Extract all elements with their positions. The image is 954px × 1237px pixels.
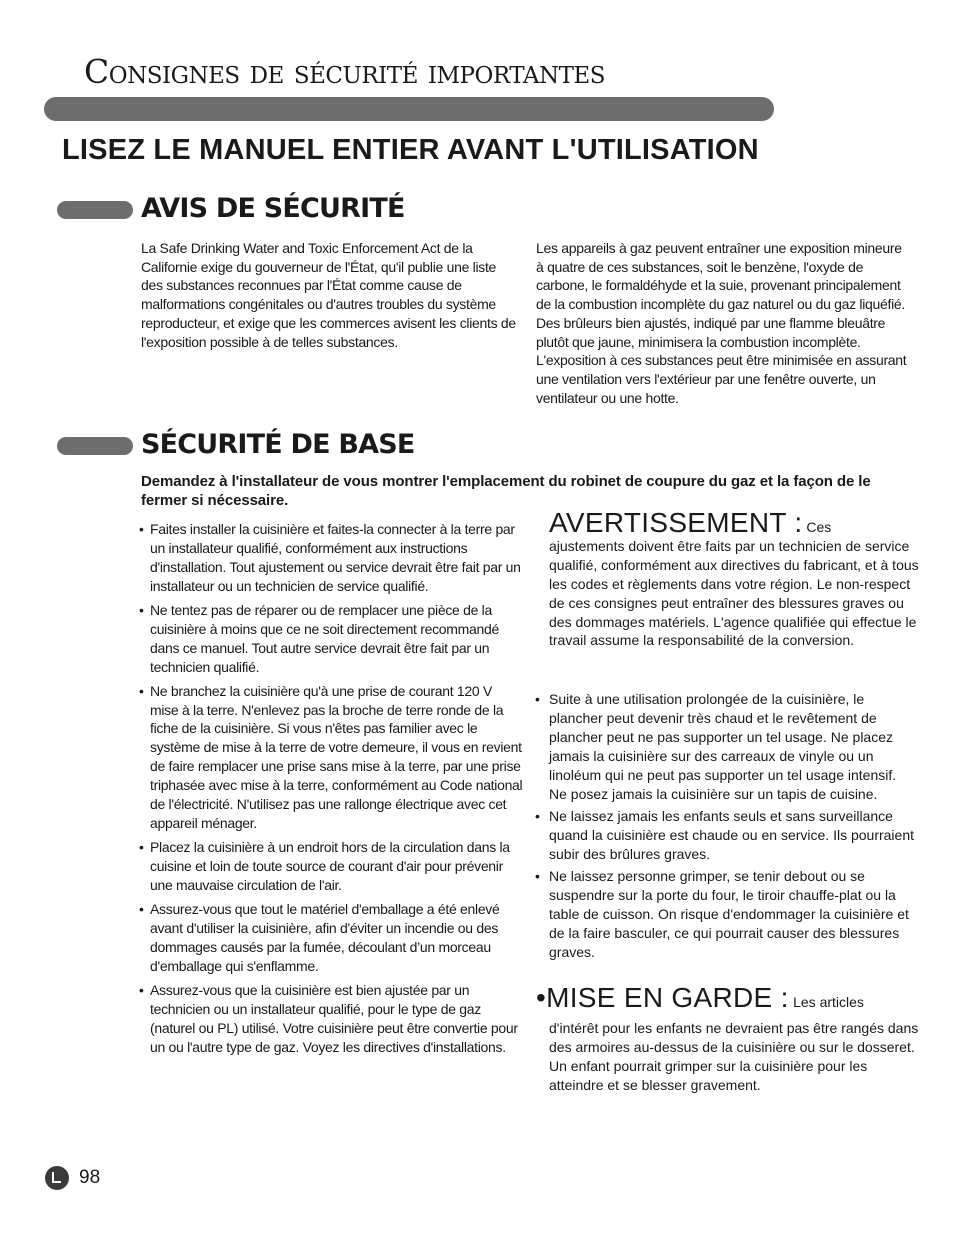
safety-notice-heading: AVIS DE SÉCURITÉ: [141, 193, 405, 224]
read-manual-heading: LISEZ LE MANUEL ENTIER AVANT L'UTILISATION: [62, 134, 759, 166]
basic-safety-heading: SÉCURITÉ DE BASE: [141, 429, 415, 460]
basic-safety-left-list: [139, 520, 523, 1062]
list-item: • Suite à une utilisation prolongée de la cuisinière, le plancher peut devenir très chaud et le revêtement de plancher peut ne pas supporter un tel usage. Ne placez jamais la cuisinière sur des carreaux de vinyle ou un linoléum qui ne peut pas supporter un tel usage intensif. Ne posez jamais la cuisinière sur un tapis de cuisine.: [534, 690, 916, 803]
list-item: • Ne laissez jamais les enfants seuls et sans surveillance quand la cuisinière est chaude ou en service. Ils pourraient subir des brûlures graves.: [534, 807, 916, 864]
safety-notice-right-paragraph: Les appareils à gaz peuvent entraîner une exposition mineure à quatre de ces substances, soit le benzène, l'oxyde de carbone, le formaldéhyde et la suie, provenant principalement de la combustion incomplète du gaz naturel ou du gaz liquéfié. Des brûleurs bien ajustés, indiqué par une flamme bleuâtre plutôt que jaune, minimisera la combustion incomplète. L'exposition à ces substances peut être minimisée en assurant une ventilation vers l'extérieur par une fenêtre ouverte, un ventilateur ou une hotte.: [536, 240, 907, 406]
section-marker-safety-notice: [57, 201, 133, 219]
list-item: • Assurez-vous que la cuisinière est bien ajustée par un technicien ou un installateur qualifié, pour le type de gaz (naturel ou PL) utilisé. Votre cuisinière peut être convertie pour un ou l'autre type de gaz. Voyez les directives d'installations.: [139, 981, 523, 1057]
caution-first-words: Les articles: [793, 994, 864, 1010]
list-item: • Faites installer la cuisinière et faites-la connecter à la terre par un installateur qualifié, conformément aux instructions d'installation. Tout ajustement ou service devrait être fait par un installateur ou un technicien de service qualifié.: [139, 520, 523, 596]
warning-block: [549, 507, 919, 650]
caution-text: d'intérêt pour les enfants ne devraient pas être rangés dans des armoires au-dessus de la cuisinière ou sur le dosseret. Un enfant pourrait grimper sur la cuisinière pour les atteindre et se blesser gravement.: [549, 1020, 919, 1093]
section-marker-basic-safety: [57, 437, 133, 455]
page-number: 98: [79, 1167, 101, 1188]
page-title: Consignes de sécurité importantes: [84, 52, 605, 91]
list-item: • Assurez-vous que tout le matériel d'emballage a été enlevé avant d'utiliser la cuisinière, afin d'éviter un incendie ou des dommages causés par la fumée, découlant d’un morceau d'emballage qui s'enflamme.: [139, 900, 523, 976]
gas-shutoff-intro: Demandez à l'installateur de vous montrer l'emplacement du robinet de coupure du gaz et la façon de le fermer si nécessaire.: [141, 473, 871, 509]
list-item: • Placez la cuisinière à un endroit hors de la circulation dans la cuisine et loin de toute source de courant d'air pour prévenir une mauvaise circulation de l'air.: [139, 838, 523, 895]
caution-label: •MISE EN GARDE :: [536, 982, 789, 1013]
safety-notice-left-paragraph: La Safe Drinking Water and Toxic Enforcement Act de la Californie exige du gouverneur de l'État, qu'il publie une liste des substances reconnues par l'État comme cause de malformations congénitales ou d'autres troubles du système reproducteur, et exige que les commerces avisent les clients de l'exposition possible à de telles substances.: [141, 240, 516, 350]
list-item: • Ne branchez la cuisinière qu'à une prise de courant 120 V mise à la terre. N'enlevez pas la broche de terre ronde de la fiche de la cuisinière. Si vous n'êtes pas familier avec le système de mise à la terre de votre demeure, il vous en revient de faire remplacer une prise sans mise à la terre, par une prise triphasée avec mise à la terre, conformément au Code national de l'électricité. N'utilisez pas une rallonge électrique avec cet appareil ménager.: [139, 682, 523, 833]
warning-text: ajustements doivent être faits par un technicien de service qualifié, conformément aux directives du fabricant, et à tous les codes et règlements dans votre région. Le non-respect de ces consignes peut entraîner des blessures graves ou des dommages matériels. L'agence qualifiée qui effectue le travail assume la responsabilité de la conversion.: [549, 537, 919, 649]
lg-logo-icon: [45, 1166, 69, 1190]
list-item: • Ne tentez pas de réparer ou de remplacer une pièce de la cuisinière à moins que ce ne soit directement recommandé dans ce manuel. Tout autre service devrait être fait par un technicien qualifié.: [139, 601, 523, 677]
list-item: • Ne laissez personne grimper, se tenir debout ou se suspendre sur la porte du four, le tiroir chauffe-plat ou la table de cuisson. On risque d'endommager la cuisinière et de la faire basculer, ce qui pourrait causer des blessures graves.: [534, 867, 916, 962]
caution-heading-line: [536, 982, 864, 1014]
warning-first-word: Ces: [806, 519, 832, 535]
basic-safety-right-list: [534, 690, 916, 965]
warning-label: AVERTISSEMENT :: [549, 507, 803, 538]
title-bar-divider: [44, 97, 774, 121]
